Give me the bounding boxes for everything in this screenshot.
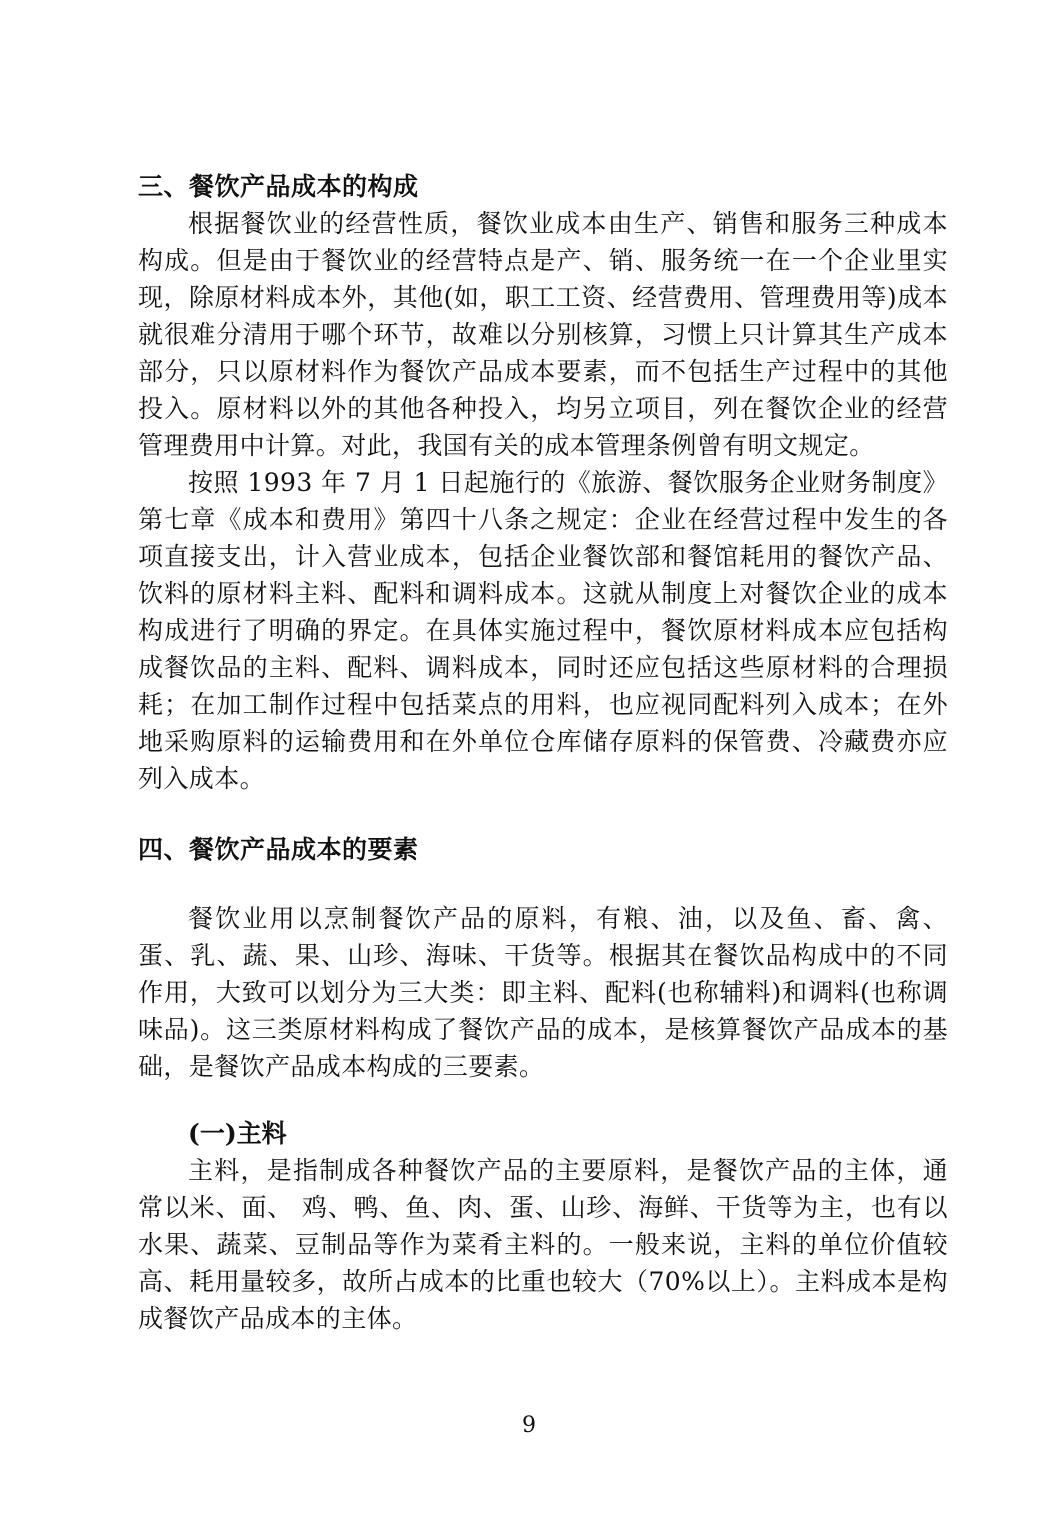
paragraph-cost-composition-2: 按照 1993 年 7 月 1 日起施行的《旅游、餐饮服务企业财务制度》第七章《成本和费用》第四十八条之规定：企业在经营过程中发生的各项直接支出，计入营业成本，包括企业餐饮部和餐馆耗用的餐饮产品、饮料的原材料主料、配料和调料成本。这就从制度上对餐饮企业的成本构成进行了明确的界定。在具体实施过程中，餐饮原材料成本应包括构成餐饮品的主料、配料、调料成本，同时还应包括这些原材料的合理损耗；在加工制作过程中包括菜点的用料，也应视同配料列入成本；在外地采购原料的运输费用和在外单位仓库储存原料的保管费、冷藏费亦应列入成本。	[138, 468, 948, 793]
paragraph-main-ingredients-1: 主料，是指制成各种餐饮产品的主要原料，是餐饮产品的主体，通常以米、面、 鸡、鸭、鱼、肉、蛋、山珍、海鲜、干货等为主，也有以水果、蔬菜、豆制品等作为菜肴主料的。一般来说，主料的单位价值较高、耗用量较多，故所占成本的比重也较大（70%以上）。主料成本是构成餐饮产品成本的主体。	[138, 1156, 948, 1333]
paragraph-cost-elements-1: 餐饮业用以烹制餐饮产品的原料，有粮、油，以及鱼、畜、禽、蛋、乳、蔬、果、山珍、海味、干货等。根据其在餐饮品构成中的不同作用，大致可以划分为三大类：即主料、配料(也称辅料)和调料(也称调味品)。这三类原材料构成了餐饮产品的成本，是核算餐饮产品成本的基础，是餐饮产品成本构成的三要素。	[138, 904, 948, 1081]
subsection-heading-main-ingredients: (一)主料	[188, 1119, 287, 1148]
paragraph-cost-composition-1: 根据餐饮业的经营性质，餐饮业成本由生产、销售和服务三种成本构成。但是由于餐饮业的经营特点是产、销、服务统一在一个企业里实现，除原材料成本外，其他(如，职工工资、经营费用、管理费用等)成本就很难分清用于哪个环节，故难以分别核算，习惯上只计算其生产成本部分，只以原材料作为餐饮产品成本要素，而不包括生产过程中的其他投入。原材料以外的其他各种投入，均另立项目，列在餐饮企业的经营管理费用中计算。对此，我国有关的成本管理条例曾有明文规定。	[138, 209, 948, 460]
section-heading-cost-composition: 三、餐饮产品成本的构成	[138, 172, 419, 201]
section-heading-cost-elements: 四、餐饮产品成本的要素	[138, 835, 419, 864]
spacer	[138, 1085, 948, 1115]
page-number: 9	[522, 1413, 536, 1438]
spacer	[138, 797, 948, 831]
page-content	[138, 168, 948, 1337]
spacer	[138, 868, 948, 900]
